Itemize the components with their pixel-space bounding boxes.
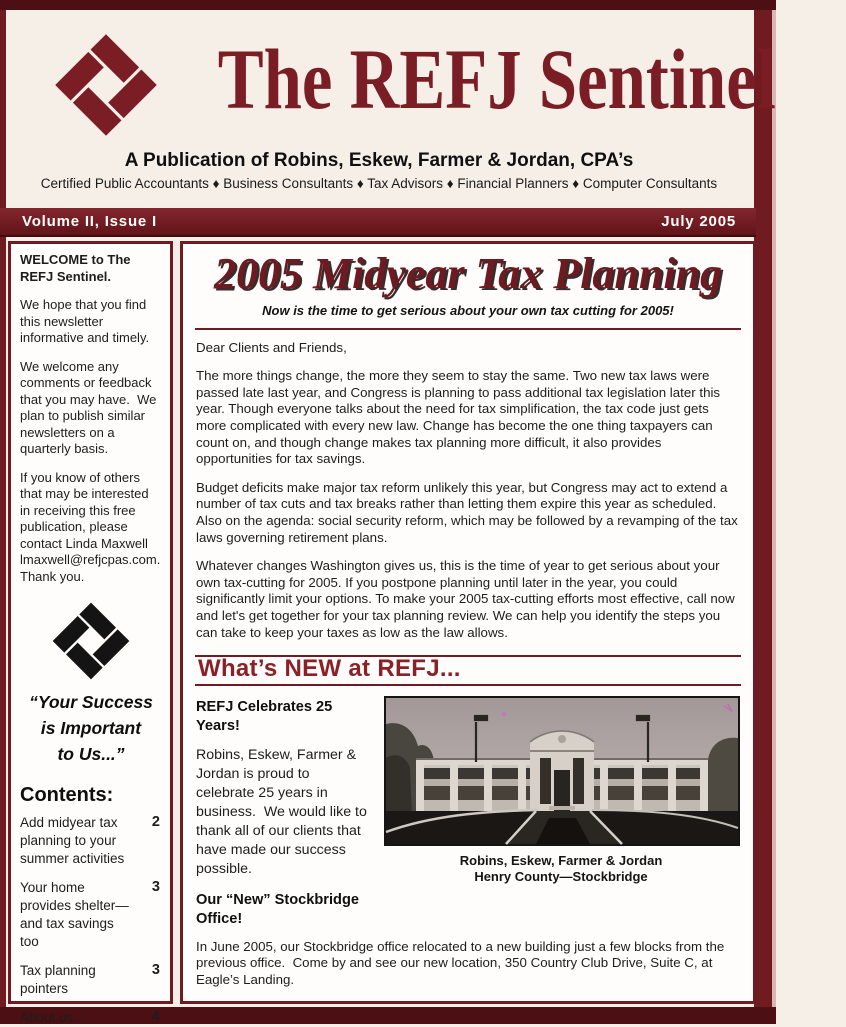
- quote-line: to Us...”: [57, 744, 125, 764]
- masthead-title: [148, 31, 776, 127]
- stockbridge-heading: Our “New” Stockbridge Office!: [196, 891, 359, 927]
- article-paragraph: Budget deficits make major tax reform unlikely this year, but Congress may act to extend a number of tax cuts and tax breaks rather than letting them expire this year as scheduled. Also on the agenda: social security reform, which may be followed by a revamping of the tax laws governing retirement plans.: [196, 479, 742, 545]
- contents-item: [20, 1009, 162, 1027]
- article-subtitle: Now is the time to get serious about your own tax cutting for 2005!: [262, 303, 674, 318]
- contents-item-label: Add midyear tax planning to your summer activities: [20, 814, 125, 866]
- welcome-paragraph: We hope that you find this newsletter informative and timely.: [20, 297, 150, 345]
- photo-caption-line: Robins, Eskew, Farmer & Jordan: [459, 852, 663, 868]
- masthead-title-text: The REFJ Sentinel: [217, 31, 776, 127]
- office-building-photo: [384, 696, 740, 846]
- services-tagline: Certified Public Accountants ♦ Business Consultants ♦ Tax Advisors ♦ Financial Planners ♦ Computer Consultants: [40, 176, 718, 191]
- main-article-area: [180, 241, 756, 1004]
- contents-item-page: 3: [151, 961, 160, 978]
- welcome-paragraph: We welcome any comments or feedback that you may have. We plan to publish similar newsletters on a quarterly basis.: [20, 358, 160, 456]
- news-photo-column: [382, 696, 740, 939]
- contents-item: [20, 962, 162, 998]
- news-section-heading: What’s NEW at REFJ...: [198, 655, 461, 683]
- photo-caption: [382, 853, 740, 886]
- contents-item-page: 2: [151, 813, 160, 830]
- article-title: 2005 Midyear Tax Planning: [213, 249, 723, 298]
- quote-line: is Important: [40, 718, 142, 738]
- photo-caption-line: Henry County—Stockbridge: [474, 869, 648, 885]
- volume-label: Volume II, Issue I: [22, 213, 157, 230]
- divider-rule: [195, 328, 741, 330]
- contents-item-page: 4: [151, 1008, 160, 1025]
- sidebar: [8, 241, 173, 1025]
- welcome-paragraph: WELCOME to The REFJ Sentinel.: [20, 252, 135, 284]
- contents-item-page: 3: [151, 878, 160, 895]
- contents-item-label: Your home provides shelter—and tax savings too: [20, 879, 129, 949]
- news-columns: [196, 696, 740, 939]
- contents-item-label: Tax planning pointers: [20, 962, 96, 996]
- quote-line: “Your Success: [29, 692, 153, 712]
- frame-top-bar: [0, 0, 776, 10]
- divider-rule: [195, 684, 741, 686]
- closing-paragraph: In June 2005, our Stockbridge office relocated to a new building just a few blocks from the previous office. Come by and see our new location, 350 Country Club Drive, Suite C, at Eagle’s Landing.: [196, 938, 728, 987]
- contents-item-label: About us...: [20, 1009, 85, 1025]
- success-quote: [20, 689, 162, 767]
- refj-diamond-logo-black-icon: [49, 601, 133, 681]
- issue-date: July 2005: [661, 213, 736, 230]
- publication-line: A Publication of Robins, Eskew, Farmer & Jordan, CPA’s: [124, 150, 634, 171]
- article-paragraph: Whatever changes Washington gives us, this is the time of year to get serious about your own tax-cutting for 2005. If you postpone planning until later in the year, you could significantly limit your options. To make your 2005 tax-cutting efforts most effective, call now and let's get together for your tax planning review. We can help you identify the steps you can take to keep your taxes as low as the law allows.: [196, 558, 739, 640]
- contents-item: [20, 814, 162, 868]
- salutation: Dear Clients and Friends,: [196, 339, 347, 355]
- article-paragraph: The more things change, the more they seem to stay the same. Two new tax laws were passed late last year, and Congress is planning to pass additional tax legislation later this year. Though everyone talks about the need for tax simplification, the tax code just gets more complicated with every new law. Change has become the one thing taxpayers can count on, and though change makes tax planning more difficult, it also provides opportunities for tax savings.: [196, 368, 724, 467]
- welcome-paragraph: If you know of others that may be interested in receiving this free publication, please contact Linda Maxwell lmaxwell@refjcpas.com. Thank you.: [20, 469, 164, 584]
- refj-diamond-logo-icon: [50, 32, 162, 138]
- contents-heading: Contents:: [20, 784, 114, 806]
- celebrates-heading: REFJ Celebrates 25 Years!: [196, 698, 333, 734]
- frame-right-edge: [772, 10, 776, 1007]
- issue-bar: [0, 208, 756, 237]
- news-text-column: [196, 696, 370, 939]
- celebrates-body: Robins, Eskew, Farmer & Jordan is proud to celebrate 25 years in business. We would like to thank all of our clients that have made our success possible.: [196, 746, 371, 877]
- contents-item: [20, 879, 162, 951]
